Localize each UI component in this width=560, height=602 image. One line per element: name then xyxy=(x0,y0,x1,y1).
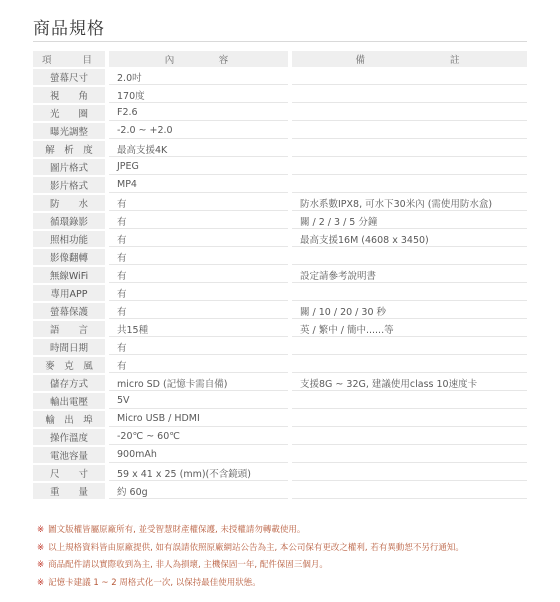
spec-item-value: 有 xyxy=(109,303,288,319)
spec-item-note xyxy=(292,465,527,481)
spec-item-note xyxy=(292,339,527,355)
footnote-text: 圖文版權皆屬原廠所有, 並受智慧財產權保護, 未授權請勿轉載使用。 xyxy=(48,525,306,535)
spec-item-label: 照相功能 xyxy=(33,231,105,247)
spec-item-label: 螢幕保護 xyxy=(33,303,105,319)
spec-item-value: 有 xyxy=(109,231,288,247)
table-row xyxy=(33,429,527,445)
table-row xyxy=(33,393,527,409)
spec-item-value: 最高支援4K xyxy=(109,141,288,157)
table-row xyxy=(33,447,527,463)
spec-item-note: 關 / 2 / 3 / 5 分鐘 xyxy=(292,213,527,229)
spec-item-value: 170度 xyxy=(109,87,288,103)
table-row xyxy=(33,357,527,373)
spec-item-note xyxy=(292,177,527,193)
spec-item-label: 曝光調整 xyxy=(33,123,105,139)
table-row xyxy=(33,285,527,301)
spec-item-label: 尺 寸 xyxy=(33,465,105,481)
table-row xyxy=(33,375,527,391)
spec-item-note: 關 / 10 / 20 / 30 秒 xyxy=(292,303,527,319)
footnote-line xyxy=(37,575,464,593)
spec-table-body xyxy=(33,69,527,499)
table-row xyxy=(33,87,527,103)
spec-item-label: 無線WiFi xyxy=(33,267,105,283)
table-row xyxy=(33,267,527,283)
spec-item-label: 專用APP xyxy=(33,285,105,301)
page-title: 商品規格 xyxy=(33,19,105,39)
spec-item-value: -20℃ ~ 60℃ xyxy=(109,429,288,445)
spec-item-note xyxy=(292,69,527,85)
spec-item-value: 有 xyxy=(109,339,288,355)
footnotes xyxy=(37,522,464,592)
footnote-line xyxy=(37,557,464,575)
spec-item-note xyxy=(292,393,527,409)
spec-item-note xyxy=(292,159,527,175)
spec-item-label: 操作溫度 xyxy=(33,429,105,445)
table-row xyxy=(33,411,527,427)
spec-item-value: 有 xyxy=(109,357,288,373)
footnote-text: 以上規格資料皆由原廠提供, 如有誤請依照原廠網站公告為主, 本公司保有更改之權利, 若有異動恕不另行通知。 xyxy=(48,542,464,553)
table-row xyxy=(33,177,527,193)
spec-item-value: 有 xyxy=(109,195,288,211)
header-item: 項 目 xyxy=(33,51,105,67)
asterisk-icon: ※ xyxy=(37,525,45,535)
spec-item-note xyxy=(292,483,527,499)
spec-item-note xyxy=(292,357,527,373)
spec-item-value: 共15種 xyxy=(109,321,288,337)
table-row xyxy=(33,339,527,355)
spec-item-value: Micro USB / HDMI xyxy=(109,411,288,427)
spec-item-value: 2.0吋 xyxy=(109,69,288,85)
table-row xyxy=(33,105,527,121)
spec-item-note xyxy=(292,105,527,121)
table-row xyxy=(33,249,527,265)
spec-item-note: 防水系數IPX8, 可水下30米內 (需使用防水盒) xyxy=(292,195,527,211)
spec-item-value: MP4 xyxy=(109,177,288,193)
spec-item-label: 圖片格式 xyxy=(33,159,105,175)
spec-item-note: 設定請參考說明書 xyxy=(292,267,527,283)
spec-item-label: 語 言 xyxy=(33,321,105,337)
spec-item-label: 輸出電壓 xyxy=(33,393,105,409)
spec-item-value: -2.0 ~ +2.0 xyxy=(109,123,288,139)
spec-item-label: 螢幕尺寸 xyxy=(33,69,105,85)
spec-item-value: 5V xyxy=(109,393,288,409)
table-row xyxy=(33,123,527,139)
spec-item-label: 重 量 xyxy=(33,483,105,499)
spec-item-note xyxy=(292,411,527,427)
table-row xyxy=(33,465,527,481)
spec-item-value: 約 60g xyxy=(109,483,288,499)
table-row xyxy=(33,213,527,229)
spec-item-label: 循環錄影 xyxy=(33,213,105,229)
footnote-text: 商品配件請以實際收到為主, 非人為損壞, 主機保固一年, 配件保固三個月。 xyxy=(48,560,328,570)
spec-item-value: 有 xyxy=(109,285,288,301)
spec-item-label: 解 析 度 xyxy=(33,141,105,157)
spec-item-note xyxy=(292,87,527,103)
spec-item-label: 影片格式 xyxy=(33,177,105,193)
spec-item-note xyxy=(292,429,527,445)
asterisk-icon: ※ xyxy=(37,542,45,553)
table-row xyxy=(33,303,527,319)
spec-item-note xyxy=(292,447,527,463)
spec-item-value: 有 xyxy=(109,213,288,229)
spec-item-value: 59 x 41 x 25 (mm)(不含鏡頭) xyxy=(109,465,288,481)
spec-item-note: 英 / 繁中 / 簡中......等 xyxy=(292,321,527,337)
spec-item-value: micro SD (記憶卡需自備) xyxy=(109,375,288,391)
spec-item-label: 儲存方式 xyxy=(33,375,105,391)
spec-item-label: 影像翻轉 xyxy=(33,249,105,265)
spec-item-label: 輸 出 埠 xyxy=(33,411,105,427)
table-row xyxy=(33,195,527,211)
spec-item-label: 防 水 xyxy=(33,195,105,211)
spec-table xyxy=(33,49,527,501)
asterisk-icon: ※ xyxy=(37,577,45,588)
spec-table-header xyxy=(33,51,527,67)
title-divider xyxy=(33,41,527,42)
table-row xyxy=(33,69,527,85)
spec-item-label: 時間日期 xyxy=(33,339,105,355)
table-row xyxy=(33,231,527,247)
table-row xyxy=(33,483,527,499)
table-row xyxy=(33,321,527,337)
spec-item-note: 支援8G ~ 32G, 建議使用class 10速度卡 xyxy=(292,375,527,391)
spec-item-note xyxy=(292,141,527,157)
spec-item-note xyxy=(292,123,527,139)
spec-item-value: 有 xyxy=(109,267,288,283)
spec-item-value: 900mAh xyxy=(109,447,288,463)
spec-item-label: 光 圈 xyxy=(33,105,105,121)
spec-item-value: 有 xyxy=(109,249,288,265)
spec-item-label: 電池容量 xyxy=(33,447,105,463)
asterisk-icon: ※ xyxy=(37,560,45,570)
spec-item-note xyxy=(292,285,527,301)
spec-item-note xyxy=(292,249,527,265)
footnote-text: 記憶卡建議 1 ~ 2 周格式化一次, 以保持最佳使用狀態。 xyxy=(48,577,261,588)
spec-item-note: 最高支援16M (4608 x 3450) xyxy=(292,231,527,247)
spec-item-value: JPEG xyxy=(109,159,288,175)
header-note: 備 註 xyxy=(292,51,527,67)
footnote-line xyxy=(37,540,464,558)
footnote-line xyxy=(37,522,464,540)
table-row xyxy=(33,141,527,157)
table-row xyxy=(33,159,527,175)
spec-item-label: 視 角 xyxy=(33,87,105,103)
spec-item-label: 麥 克 風 xyxy=(33,357,105,373)
header-content: 內 容 xyxy=(109,51,288,67)
spec-item-value: F2.6 xyxy=(109,105,288,121)
